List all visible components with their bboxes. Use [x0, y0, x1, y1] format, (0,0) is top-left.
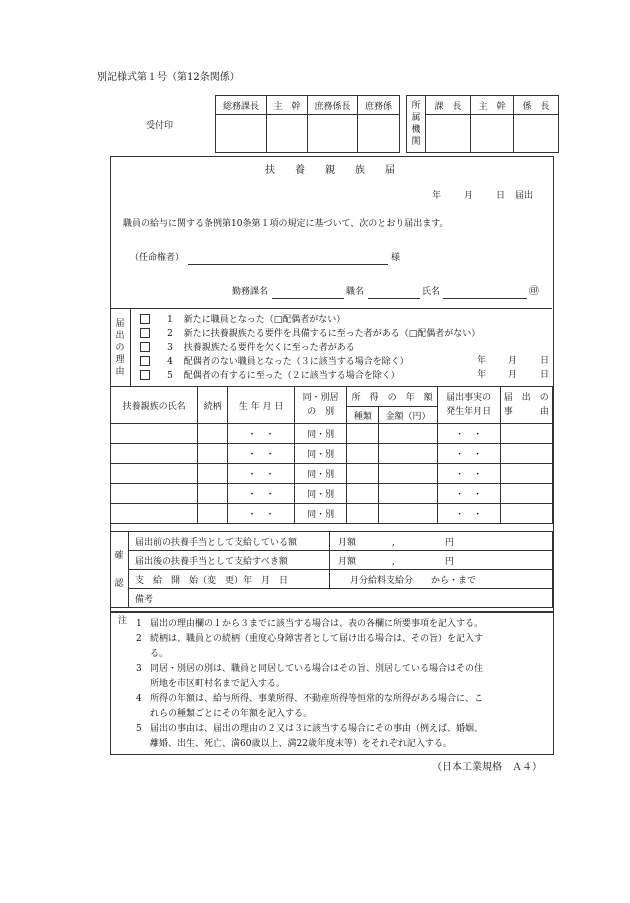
- approval-seal-cell[interactable]: [514, 115, 559, 153]
- approval-seal-cell[interactable]: [426, 115, 471, 153]
- note-item-1: 1 届出の理由欄の１から３までに該当する場合は、表の各欄に所要事項を記入する。: [136, 619, 484, 629]
- divider: [130, 308, 131, 386]
- confirm-table: [110, 531, 553, 608]
- dependents-table: [110, 386, 553, 524]
- col-header-income-type: 種類: [347, 407, 379, 424]
- appointer-label: （任命権者）: [130, 253, 185, 263]
- reason4-month: 月: [508, 356, 518, 366]
- col-header-birth: 生 年 月 日: [228, 387, 295, 424]
- date-month-label: 月: [464, 191, 474, 201]
- approval-header: 主 幹: [267, 96, 308, 115]
- table-row: ・ ・ 同・別 ・ ・: [111, 424, 553, 444]
- approval-header: 係 長: [514, 96, 559, 115]
- note-item-3: 3 同居・別居の別は、職員と同居している場合はその旨、別居している場合はその住 所地を市区町村名まで記入する。: [136, 664, 484, 689]
- confirm-before-label: 届出前の扶養手当として支給している額: [129, 532, 330, 551]
- approval-header: 庶務係長: [308, 96, 358, 115]
- reason-checkbox-4[interactable]: [140, 356, 150, 366]
- note-item-4: 4 所得の年額は、給与所得、事業所得、不動産所得等恒常的な所得がある場合に、こ れらの種類ごとにその年額を記入する。: [136, 694, 484, 719]
- position-label: 職名: [346, 287, 365, 297]
- form-title: 扶 養 親 族 届: [265, 165, 395, 176]
- confirm-start-value[interactable]: 月分給料支給分 から・まで: [330, 570, 553, 589]
- confirm-after-amount[interactable]: 月額 , 円: [330, 551, 553, 570]
- col-header-event-date: 届出事実の 発生年月日: [437, 387, 500, 424]
- appointer-input-line[interactable]: [188, 264, 388, 265]
- dept-label: 勤務課名: [232, 287, 269, 297]
- affiliation-label: 所 属 機 関: [407, 96, 426, 153]
- reason-item-4: 4 配偶者のない職員となった（３に該当する場合を除く）: [140, 356, 480, 370]
- receipt-stamp-label: 受付印: [146, 121, 174, 131]
- reason5-month: 月: [508, 370, 518, 380]
- reason-item-2: 2 新たに扶養親族たる要件を具備するに至った者がある（□配偶者がない）: [140, 328, 480, 342]
- divider: [110, 308, 552, 309]
- reason-label: 届 出 の 理 由: [115, 319, 125, 377]
- reason-item-3: 3 扶養親族たる要件を欠くに至った者がある: [140, 342, 480, 356]
- col-header-event: 届 出 の 事 由: [500, 387, 552, 424]
- note-item-5: 5 届出の事由は、届出の理由の２又は３に該当する場合にその事由（例えば、婚姻、 離婚、出生、死亡、満60歳以上、満22歳年度末等）をそれぞれ記入する。: [136, 724, 484, 749]
- note-item-2: 2 続柄は、職員との続柄（重度心身障害者として届け出る場合は、その旨）を記入す る。: [136, 634, 484, 659]
- intro-text: 職員の給与に関する条例第10条第１項の規定に基づいて、次のとおり届出ます。: [123, 219, 449, 229]
- approval-header: 庶務係: [358, 96, 400, 115]
- confirm-before-amount[interactable]: 月額 , 円: [330, 532, 553, 551]
- approval-seal-cell[interactable]: [267, 115, 308, 153]
- table-row: ・ ・ 同・別 ・ ・: [111, 484, 553, 504]
- reason-list: [140, 314, 480, 384]
- table-row: ・ ・ 同・別 ・ ・: [111, 464, 553, 484]
- seal-mark: ㊞: [529, 286, 539, 297]
- position-input-line[interactable]: [368, 298, 420, 299]
- col-header-name: 扶養親族の氏名: [111, 387, 198, 424]
- approval-table-right: [406, 95, 559, 153]
- notes-label: 注: [118, 616, 128, 626]
- reason5-year: 年: [477, 370, 487, 380]
- reason-item-1: 1 新たに職員となった（□配偶者がない）: [140, 314, 480, 328]
- reason-checkbox-3[interactable]: [140, 342, 150, 352]
- reason-checkbox-1[interactable]: [140, 314, 150, 324]
- approval-seal-cell[interactable]: [308, 115, 358, 153]
- date-day-label: 日: [496, 191, 506, 201]
- notes-list: [136, 617, 483, 752]
- approval-seal-cell[interactable]: [358, 115, 400, 153]
- col-header-cohab: 同・別居 の 別: [294, 387, 346, 424]
- table-row: ・ ・ 同・別 ・ ・: [111, 504, 553, 524]
- col-header-relation: 続柄: [198, 387, 228, 424]
- dept-input-line[interactable]: [272, 298, 344, 299]
- col-header-income-amount: 金額（円）: [379, 407, 438, 424]
- reason-item-5: 5 配偶者の有するに至った（２に該当する場合を除く）: [140, 370, 480, 384]
- name-label: 氏名: [422, 287, 441, 297]
- form-number: 別記様式第１号（第12条関係）: [97, 72, 240, 83]
- submitted-label: 届出: [515, 191, 534, 201]
- name-input-line[interactable]: [443, 298, 527, 299]
- confirm-after-label: 届出後の扶養手当として支給すべき額: [129, 551, 330, 570]
- remarks-cell[interactable]: 備考: [129, 589, 553, 608]
- approval-header: 課 長: [426, 96, 471, 115]
- confirm-label: 確 認: [110, 532, 129, 608]
- approval-seal-cell[interactable]: [216, 115, 267, 153]
- approval-seal-cell[interactable]: [471, 115, 514, 153]
- reason-checkbox-2[interactable]: [140, 328, 150, 338]
- table-row: ・ ・ 同・別 ・ ・: [111, 444, 553, 464]
- date-year-label: 年: [432, 191, 442, 201]
- confirm-start-label: 支 給 開 始（変 更）年 月 日: [129, 570, 330, 589]
- reason4-day: 日: [540, 356, 550, 366]
- reason5-day: 日: [540, 370, 550, 380]
- col-header-income: 所 得 の 年 額: [347, 387, 437, 407]
- approval-header: 主 幹: [471, 96, 514, 115]
- reason4-year: 年: [477, 356, 487, 366]
- reason-checkbox-5[interactable]: [140, 370, 150, 380]
- paper-standard: （日本工業規格 Ａ４）: [432, 762, 542, 773]
- approval-header: 総務課長: [216, 96, 267, 115]
- approval-table-left: [215, 95, 400, 153]
- sama-label: 様: [391, 253, 401, 263]
